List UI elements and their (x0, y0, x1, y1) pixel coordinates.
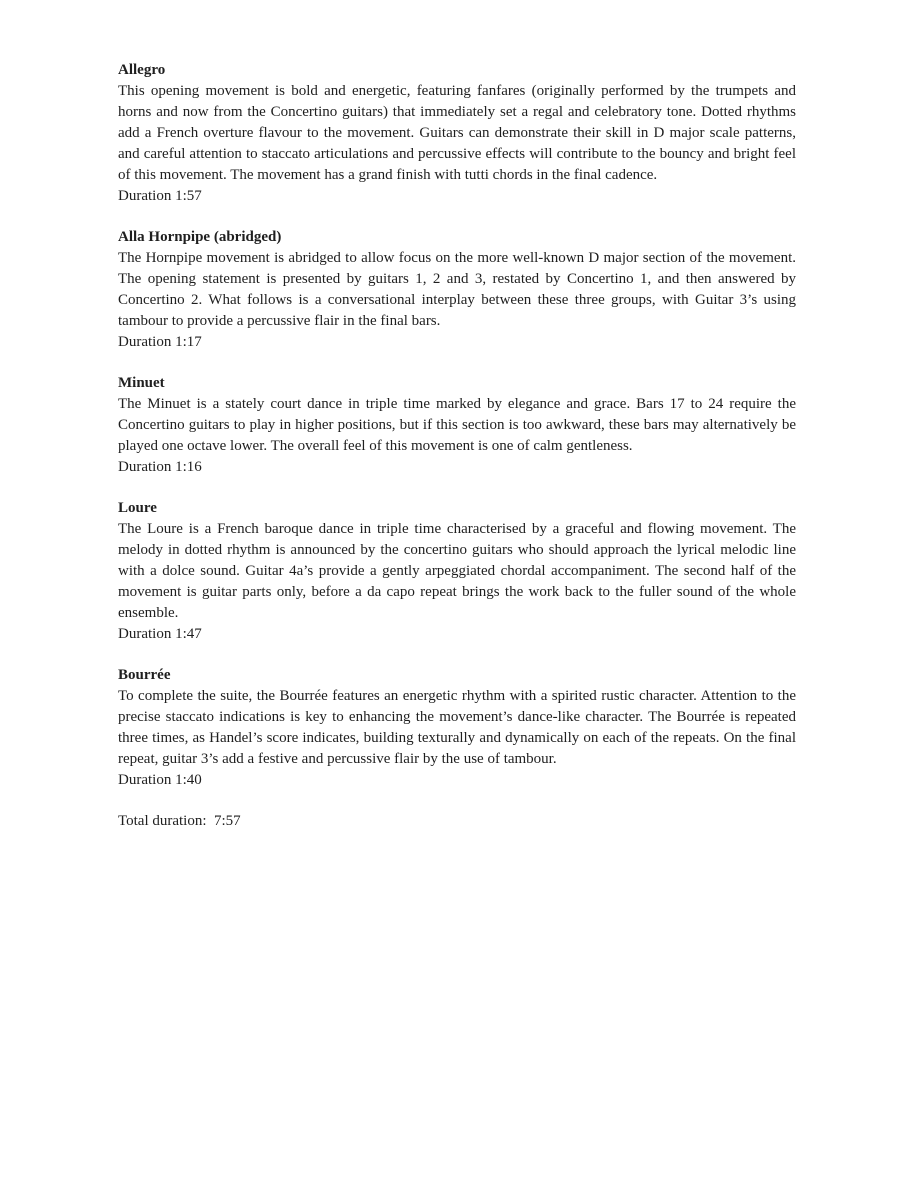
movement-bourree (118, 665, 796, 791)
movement-title: Loure (118, 500, 157, 516)
total-duration: Total duration: 7:57 (118, 813, 241, 829)
movement-duration: Duration 1:47 (118, 626, 202, 642)
movement-description: The Loure is a French baroque dance in triple time characterised by a graceful and flowing movement. The melody in dotted rhythm is announced by the concertino guitars who should approach the lyrical melodic line with a dolce sound. Guitar 4a’s provide a gently arpeggiated chordal accompaniment. The second half of the movement is guitar parts only, before a da capo repeat brings the work back to the fuller sound of the whole ensemble. (118, 521, 796, 621)
movement-duration: Duration 1:40 (118, 772, 202, 788)
movement-description: To complete the suite, the Bourrée features an energetic rhythm with a spirited rustic character. Attention to the precise staccato indications is key to enhancing the movement’s dance-like character. The Bourrée is repeated three times, as Handel’s score indicates, building texturally and dynamically on each of the repeats. On the final repeat, guitar 3’s add a festive and percussive flair by the use of tambour. (118, 688, 796, 767)
movement-title: Alla Hornpipe (abridged) (118, 229, 282, 245)
movement-loure (118, 498, 796, 645)
movement-title: Allegro (118, 62, 166, 78)
movement-title: Bourrée (118, 667, 171, 683)
movement-alla-hornpipe (118, 227, 796, 353)
movement-duration: Duration 1:17 (118, 334, 202, 350)
movement-description: The Hornpipe movement is abridged to allow focus on the more well-known D major section of the movement. The opening statement is presented by guitars 1, 2 and 3, restated by Concertino 1, and then answered by Concertino 2. What follows is a conversational interplay between these three groups, with Guitar 3’s using tambour to provide a percussive flair in the final bars. (118, 250, 796, 329)
movement-allegro (118, 60, 796, 207)
movement-duration: Duration 1:57 (118, 188, 202, 204)
program-notes (118, 60, 796, 832)
movement-title: Minuet (118, 375, 165, 391)
movement-description: This opening movement is bold and energetic, featuring fanfares (originally performed by the trumpets and horns and now from the Concertino guitars) that immediately set a regal and celebratory tone. Dotted rhythms add a French overture flavour to the movement. Guitars can demonstrate their skill in D major scale patterns, and careful attention to staccato articulations and percussive effects will contribute to the bouncy and bright feel of this movement. The movement has a grand finish with tutti chords in the final cadence. (118, 83, 796, 183)
movement-duration: Duration 1:16 (118, 459, 202, 475)
movement-description: The Minuet is a stately court dance in triple time marked by elegance and grace. Bars 17 to 24 require the Concertino guitars to play in higher positions, but if this section is too awkward, these bars may alternatively be played one octave lower. The overall feel of this movement is one of calm gentleness. (118, 396, 796, 454)
movement-minuet (118, 373, 796, 478)
